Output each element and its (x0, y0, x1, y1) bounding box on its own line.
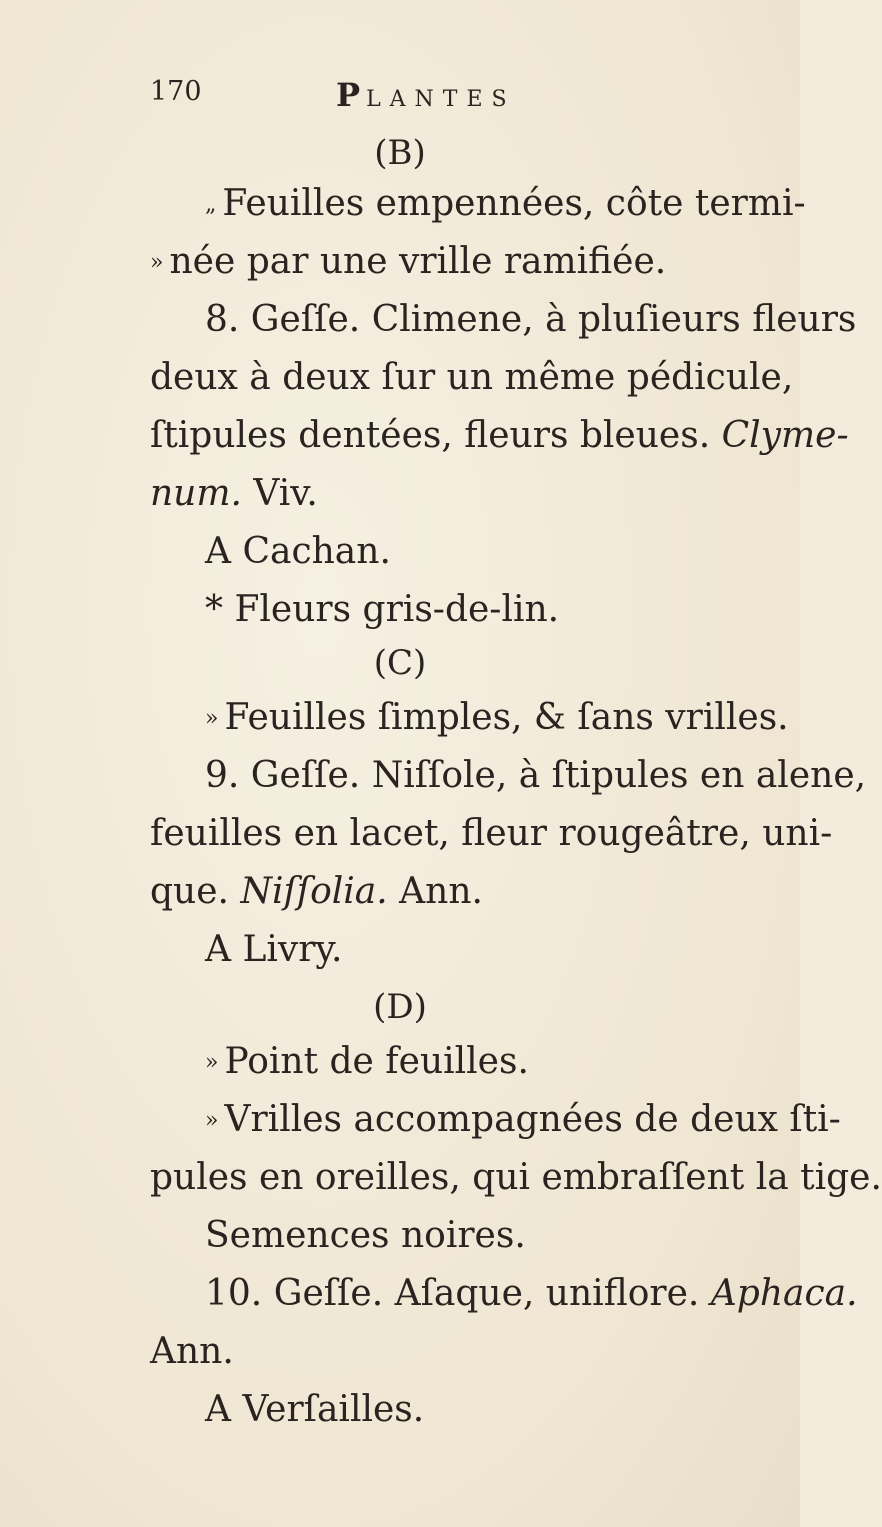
text-line-content: née par une vrille ramifiée. (169, 241, 667, 282)
location-line: A Verſailles. (205, 1389, 425, 1430)
page-number: 170 (150, 76, 202, 107)
text-line (150, 473, 318, 514)
text-line-content: 10. Geſſe. Aſaque, uniflore. (205, 1273, 700, 1314)
text-line (205, 1273, 858, 1314)
location-line: A Cachan. (205, 531, 391, 572)
running-title-initial: P (336, 76, 367, 114)
text-line-content: Feuilles ſimples, & ſans vrilles. (224, 697, 789, 738)
page-header (150, 76, 670, 116)
duration-line: Ann. (150, 1331, 234, 1372)
text-line-content: Vrilles accompagnées de deux ſti- (224, 1099, 841, 1140)
section-c-heading: (C) (373, 643, 427, 683)
section-b-heading: (B) (374, 133, 426, 173)
text-line (150, 871, 483, 912)
quote-mark: „ (205, 192, 217, 217)
text-line (205, 183, 806, 224)
quote-mark: » (205, 1108, 219, 1133)
latin-name: Aphaca. (710, 1273, 858, 1314)
note-line: * Fleurs gris-de-lin. (205, 589, 560, 630)
latin-name: Niſſolia. (240, 871, 388, 912)
text-line (205, 1041, 529, 1082)
text-line-content: Feuilles empennées, côte termi- (222, 183, 806, 224)
quote-mark: » (150, 250, 164, 275)
text-line (205, 1099, 841, 1140)
duration-label: Ann. (399, 871, 483, 912)
text-line-content: que. (150, 871, 229, 912)
text-line-content: ſtipules dentées, fleurs bleues. (150, 415, 711, 456)
text-line: 9. Geſſe. Niſſole, à ſtipules en alene, (205, 755, 867, 796)
latin-name: Clyme- (721, 415, 849, 456)
section-d-heading: (D) (373, 987, 427, 1027)
duration-label: Viv. (253, 473, 318, 514)
text-line (150, 241, 667, 282)
quote-mark: » (205, 706, 219, 731)
text-line: Semences noires. (205, 1215, 526, 1256)
text-line: deux à deux ſur un même pédicule, (150, 357, 794, 398)
quote-mark: » (205, 1050, 219, 1075)
text-line-content: Point de feuilles. (224, 1041, 529, 1082)
text-line: 8. Geſſe. Climene, à pluſieurs fleurs (205, 299, 857, 340)
latin-name: num. (150, 473, 242, 514)
running-title (336, 76, 516, 114)
location-line: A Livry. (205, 929, 343, 970)
running-title-rest: LANTES (366, 87, 516, 112)
text-line: pules en oreilles, qui embraſſent la tige. (150, 1157, 882, 1198)
text-line (205, 697, 789, 738)
text-line: feuilles en lacet, fleur rougeâtre, uni- (150, 813, 833, 854)
text-line (150, 415, 849, 456)
